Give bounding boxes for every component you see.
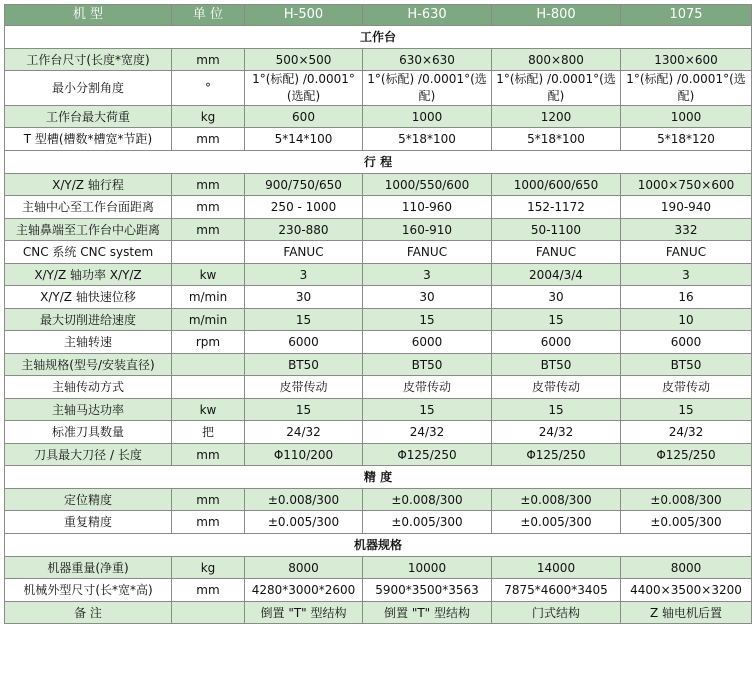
row-label: 工作台尺寸(长度*宽度) [5, 49, 172, 71]
table-row [5, 376, 752, 399]
table-row [5, 331, 752, 354]
row-unit: mm [172, 49, 245, 71]
row-label: X/Y/Z 轴功率 X/Y/Z [5, 264, 172, 286]
header-cell: 1075 [621, 5, 752, 26]
value-cell: 8000 [621, 557, 752, 579]
value-cell: 5*18*100 [492, 128, 621, 151]
value-cell: 24/32 [492, 421, 621, 444]
value-cell: 600 [245, 106, 363, 128]
table-row [5, 128, 752, 151]
value-cell: 110-960 [363, 196, 492, 219]
value-cell: 3 [245, 264, 363, 286]
row-unit: kg [172, 106, 245, 128]
value-cell: 15 [492, 399, 621, 421]
value-cell: 15 [245, 399, 363, 421]
table-row [5, 219, 752, 241]
value-cell: 1000 [363, 106, 492, 128]
value-cell: 24/32 [621, 421, 752, 444]
table-row [5, 557, 752, 579]
row-label: 重复精度 [5, 511, 172, 534]
value-cell: 3 [363, 264, 492, 286]
table-row [5, 511, 752, 534]
table-row [5, 309, 752, 331]
row-unit: mm [172, 128, 245, 151]
value-cell: 5*14*100 [245, 128, 363, 151]
value-cell: 门式结构 [492, 602, 621, 624]
value-cell: 15 [492, 309, 621, 331]
table-header [5, 5, 752, 26]
value-cell: 1000/600/650 [492, 174, 621, 196]
row-unit: kw [172, 399, 245, 421]
value-cell: 332 [621, 219, 752, 241]
row-label: 定位精度 [5, 489, 172, 511]
row-label: 机器重量(净重) [5, 557, 172, 579]
value-cell: 15 [363, 309, 492, 331]
value-cell: Φ110/200 [245, 444, 363, 466]
row-unit: mm [172, 579, 245, 602]
value-cell: 800×800 [492, 49, 621, 71]
row-label: 刀具最大刀径 / 长度 [5, 444, 172, 466]
row-unit: 把 [172, 421, 245, 444]
value-cell: 2004/3/4 [492, 264, 621, 286]
row-unit: kw [172, 264, 245, 286]
row-unit: ° [172, 71, 245, 106]
row-unit [172, 376, 245, 399]
value-cell: 倒置 "T" 型结构 [245, 602, 363, 624]
value-cell: ±0.005/300 [363, 511, 492, 534]
value-cell: 8000 [245, 557, 363, 579]
value-cell: 5*18*100 [363, 128, 492, 151]
row-label: X/Y/Z 轴行程 [5, 174, 172, 196]
row-unit [172, 354, 245, 376]
row-label: 主轴马达功率 [5, 399, 172, 421]
value-cell: 1°(标配) /0.0001°(选配) [363, 71, 492, 106]
row-label: 主轴鼻端至工作台中心距离 [5, 219, 172, 241]
value-cell: 160-910 [363, 219, 492, 241]
value-cell: FANUC [621, 241, 752, 264]
value-cell: 1200 [492, 106, 621, 128]
value-cell: 630×630 [363, 49, 492, 71]
row-unit: rpm [172, 331, 245, 354]
table-row [5, 71, 752, 106]
value-cell: 6000 [621, 331, 752, 354]
header-cell: H-800 [492, 5, 621, 26]
row-label: 机械外型尺寸(长*宽*高) [5, 579, 172, 602]
value-cell: ±0.005/300 [492, 511, 621, 534]
value-cell: 6000 [245, 331, 363, 354]
row-label: 备 注 [5, 602, 172, 624]
row-unit: mm [172, 511, 245, 534]
table-row [5, 286, 752, 309]
section-title: 机器规格 [5, 534, 752, 557]
value-cell: 900/750/650 [245, 174, 363, 196]
value-cell: 1300×600 [621, 49, 752, 71]
row-unit: mm [172, 174, 245, 196]
value-cell: 5900*3500*3563 [363, 579, 492, 602]
section-row [5, 466, 752, 489]
row-label: 标准刀具数量 [5, 421, 172, 444]
row-label: 工作台最大荷重 [5, 106, 172, 128]
table-row [5, 174, 752, 196]
row-unit: mm [172, 219, 245, 241]
section-row [5, 151, 752, 174]
value-cell: FANUC [363, 241, 492, 264]
value-cell: 1°(标配) /0.0001°(选配) [492, 71, 621, 106]
row-label: 主轴规格(型号/安装直径) [5, 354, 172, 376]
value-cell: 16 [621, 286, 752, 309]
row-unit: mm [172, 196, 245, 219]
value-cell: 190-940 [621, 196, 752, 219]
value-cell: Φ125/250 [621, 444, 752, 466]
section-row [5, 26, 752, 49]
table-row [5, 421, 752, 444]
row-label: 最大切削进给速度 [5, 309, 172, 331]
value-cell: 50-1100 [492, 219, 621, 241]
row-label: 主轴传动方式 [5, 376, 172, 399]
value-cell: ±0.005/300 [245, 511, 363, 534]
row-unit [172, 241, 245, 264]
header-cell: 机 型 [5, 5, 172, 26]
row-unit: kg [172, 557, 245, 579]
value-cell: 3 [621, 264, 752, 286]
table-row [5, 399, 752, 421]
value-cell: 1000/550/600 [363, 174, 492, 196]
value-cell: 15 [363, 399, 492, 421]
table-body [5, 26, 752, 624]
row-label: T 型槽(槽数*槽宽*节距) [5, 128, 172, 151]
table-row [5, 444, 752, 466]
value-cell: 24/32 [363, 421, 492, 444]
table-row [5, 579, 752, 602]
table-row [5, 49, 752, 71]
section-title: 精 度 [5, 466, 752, 489]
row-unit: m/min [172, 286, 245, 309]
value-cell: 500×500 [245, 49, 363, 71]
table-row [5, 354, 752, 376]
value-cell: 皮带传动 [621, 376, 752, 399]
value-cell: Φ125/250 [363, 444, 492, 466]
value-cell: BT50 [363, 354, 492, 376]
spec-table [4, 4, 752, 624]
table-row [5, 489, 752, 511]
value-cell: FANUC [245, 241, 363, 264]
value-cell: 1°(标配) /0.0001°(选配) [621, 71, 752, 106]
value-cell: FANUC [492, 241, 621, 264]
value-cell: 15 [245, 309, 363, 331]
value-cell: 10000 [363, 557, 492, 579]
value-cell: 4400×3500×3200 [621, 579, 752, 602]
value-cell: 倒置 "T" 型结构 [363, 602, 492, 624]
value-cell: 24/32 [245, 421, 363, 444]
value-cell: 1000 [621, 106, 752, 128]
table-row [5, 241, 752, 264]
value-cell: BT50 [245, 354, 363, 376]
value-cell: BT50 [621, 354, 752, 376]
value-cell: 152-1172 [492, 196, 621, 219]
header-cell: H-630 [363, 5, 492, 26]
value-cell: ±0.005/300 [621, 511, 752, 534]
value-cell: 皮带传动 [492, 376, 621, 399]
value-cell: Z 轴电机后置 [621, 602, 752, 624]
value-cell: BT50 [492, 354, 621, 376]
value-cell: 皮带传动 [363, 376, 492, 399]
value-cell: 30 [245, 286, 363, 309]
row-unit [172, 602, 245, 624]
value-cell: 14000 [492, 557, 621, 579]
value-cell: 7875*4600*3405 [492, 579, 621, 602]
section-title: 行 程 [5, 151, 752, 174]
value-cell: ±0.008/300 [363, 489, 492, 511]
value-cell: ±0.008/300 [245, 489, 363, 511]
section-row [5, 534, 752, 557]
value-cell: 6000 [363, 331, 492, 354]
header-cell: H-500 [245, 5, 363, 26]
header-cell: 单 位 [172, 5, 245, 26]
value-cell: ±0.008/300 [492, 489, 621, 511]
value-cell: 4280*3000*2600 [245, 579, 363, 602]
value-cell: 1000×750×600 [621, 174, 752, 196]
table-row [5, 264, 752, 286]
row-unit: mm [172, 444, 245, 466]
row-label: 主轴转速 [5, 331, 172, 354]
row-unit: m/min [172, 309, 245, 331]
value-cell: 1°(标配) /0.0001°(选配) [245, 71, 363, 106]
value-cell: 6000 [492, 331, 621, 354]
value-cell: 30 [363, 286, 492, 309]
value-cell: 30 [492, 286, 621, 309]
table-row [5, 602, 752, 624]
value-cell: 皮带传动 [245, 376, 363, 399]
row-label: X/Y/Z 轴快速位移 [5, 286, 172, 309]
value-cell: Φ125/250 [492, 444, 621, 466]
value-cell: 15 [621, 399, 752, 421]
table-row [5, 196, 752, 219]
row-label: 主轴中心至工作台面距离 [5, 196, 172, 219]
value-cell: 10 [621, 309, 752, 331]
value-cell: 5*18*120 [621, 128, 752, 151]
section-title: 工作台 [5, 26, 752, 49]
value-cell: 230-880 [245, 219, 363, 241]
table-row [5, 106, 752, 128]
row-label: CNC 系统 CNC system [5, 241, 172, 264]
value-cell: 250 - 1000 [245, 196, 363, 219]
header-row [5, 5, 752, 26]
row-label: 最小分割角度 [5, 71, 172, 106]
value-cell: ±0.008/300 [621, 489, 752, 511]
row-unit: mm [172, 489, 245, 511]
